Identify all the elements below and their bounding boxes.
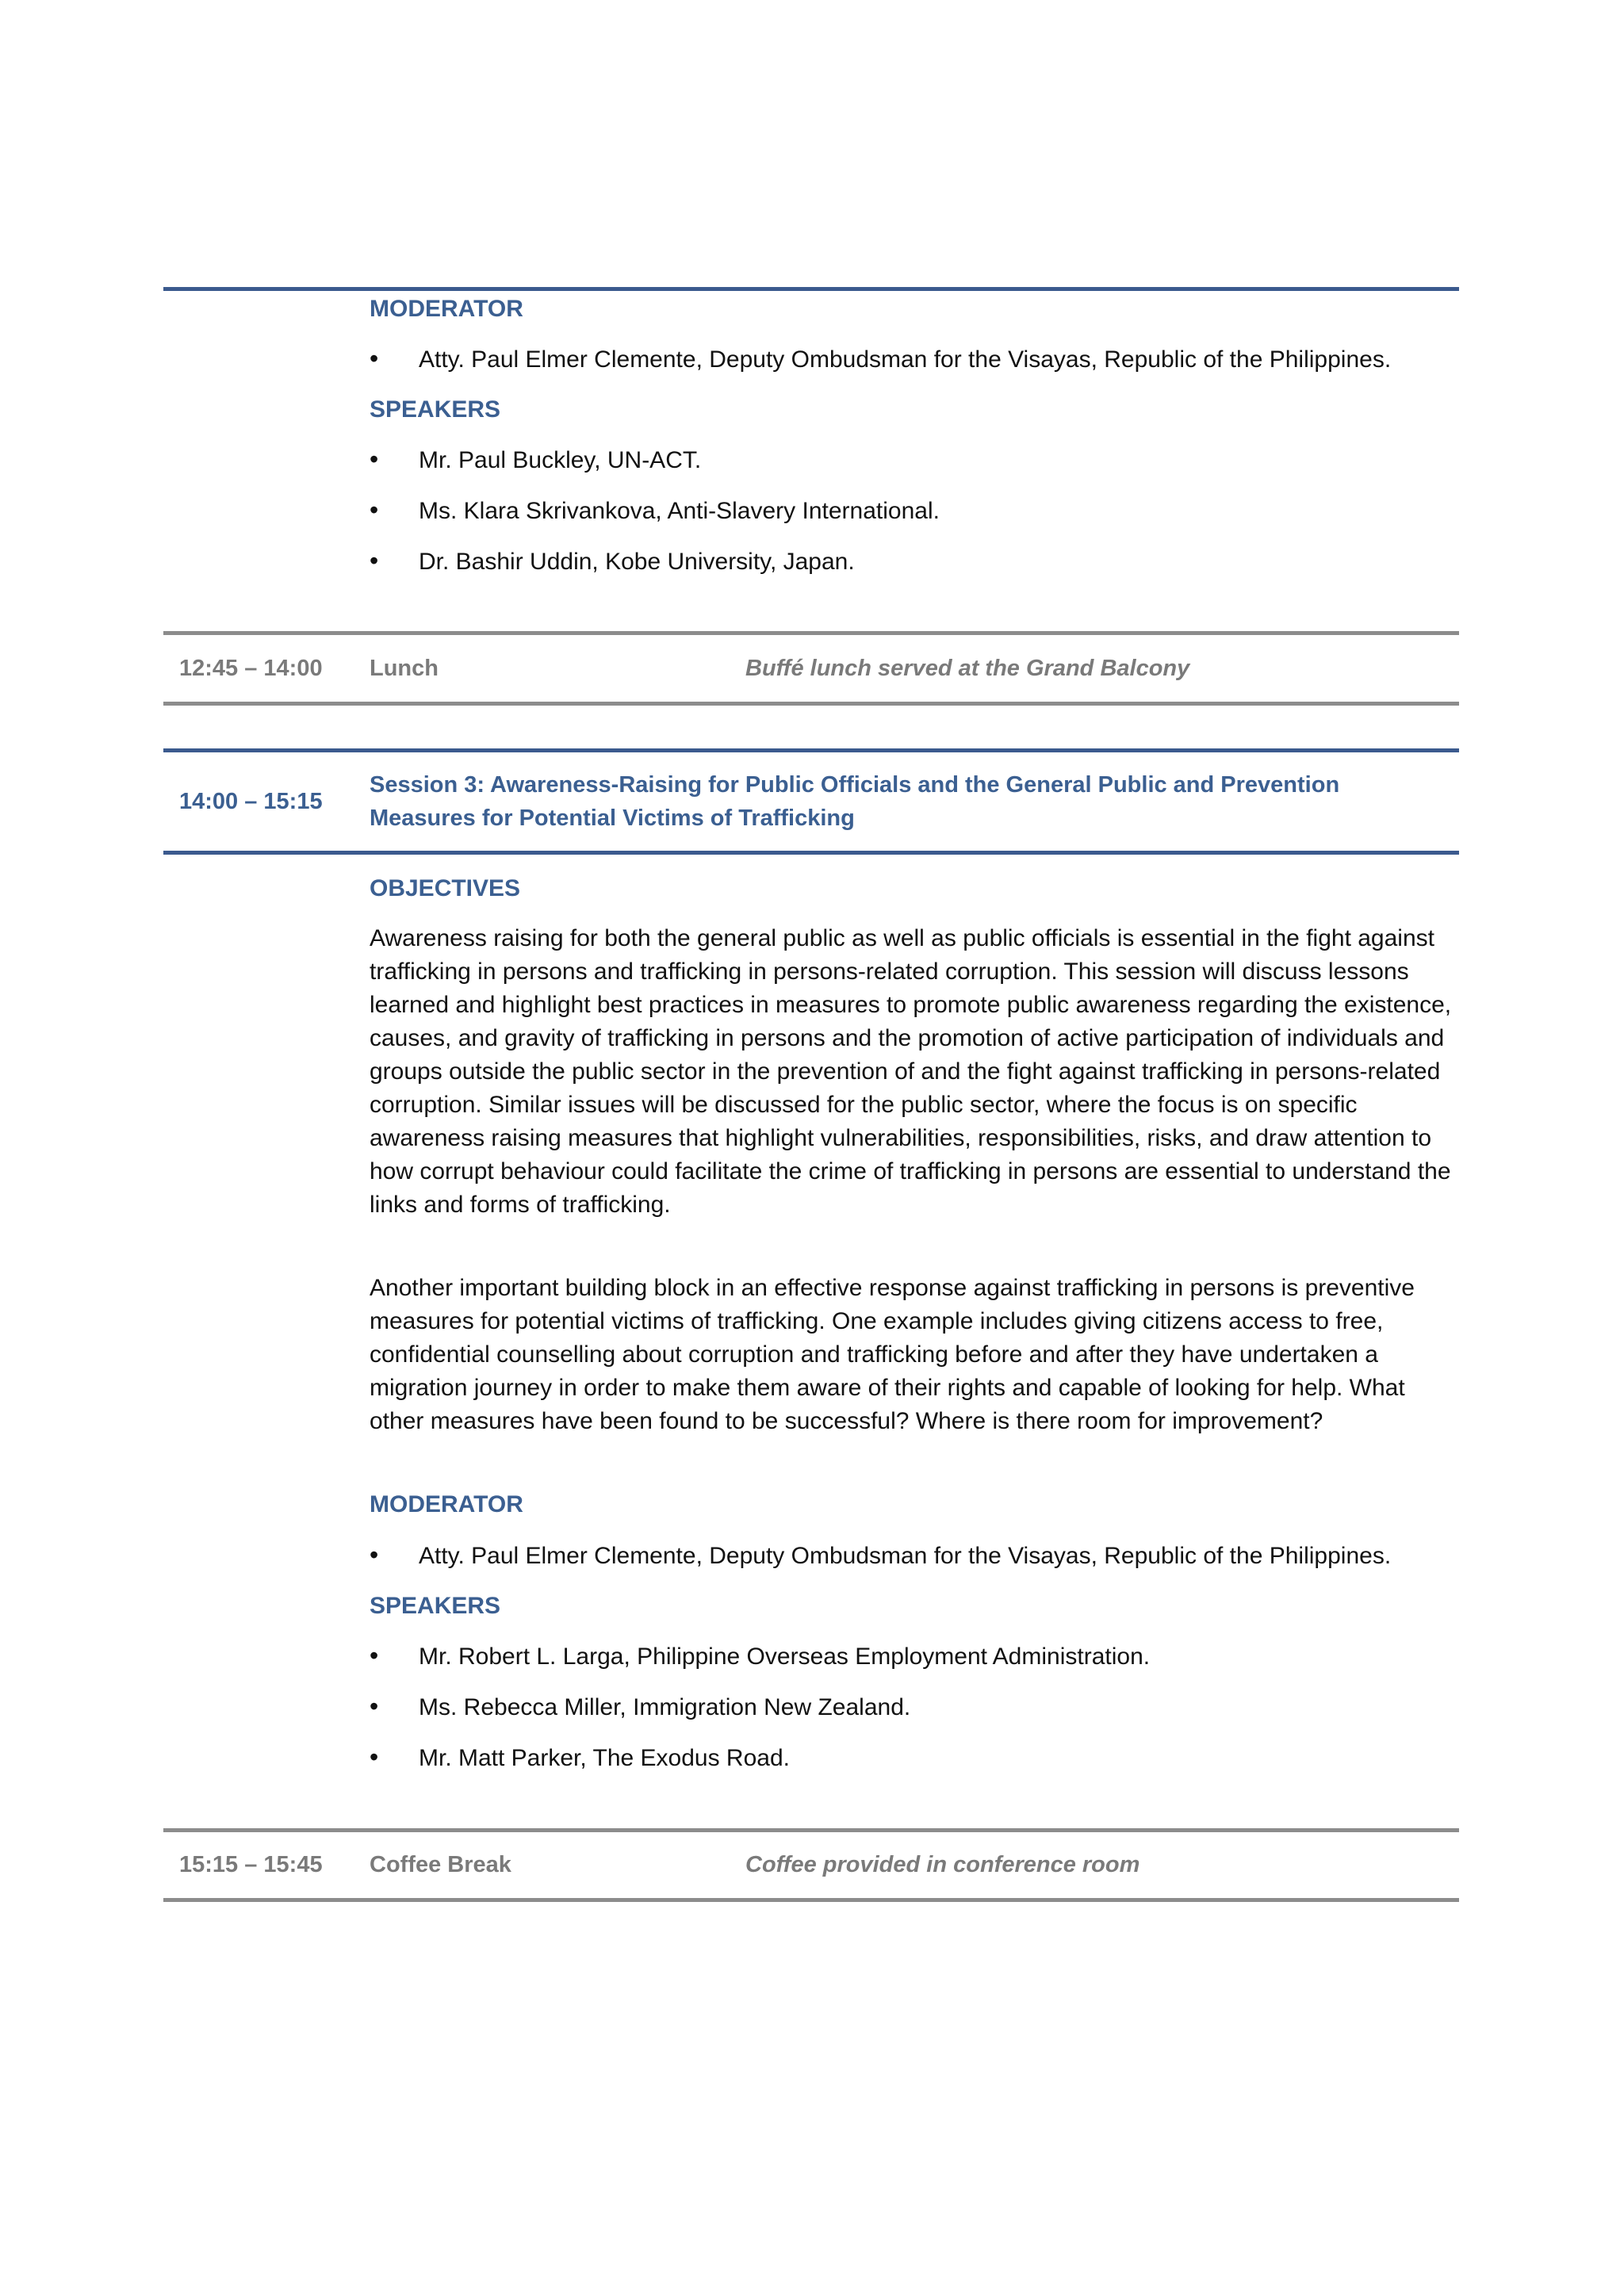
speaker-name: Mr. Paul Buckley, UN-ACT. [419,447,702,473]
coffee-time: 15:15 – 15:45 [179,1852,323,1877]
lunch-label: Lunch [370,656,439,681]
speakers-heading: SPEAKERS [370,396,501,423]
bullet-icon: • [370,1743,379,1771]
bullet-icon: • [370,496,379,524]
coffee-note: Coffee provided in conference room [745,1852,1140,1877]
lunch-bottom-rule [163,702,1459,706]
session-top-rule [163,287,1459,291]
objectives-heading: OBJECTIVES [370,875,521,901]
bullet-icon: • [370,1692,379,1720]
bullet-icon: • [370,1641,379,1670]
coffee-bottom-rule [163,1898,1459,1902]
objectives-paragraph-2: Another important building block in an effective response against trafficking in persons is preventive measures for potential victims of trafficking. One example includes giving citizens access to free, confidential counselling about corruption and trafficking before and after they have undertaken a migration journey in order to make them aware of their rights and capable of looking for help. What other measures have been found to be successful? Where is there room for improvement? [370,1275,1415,1434]
session3-bottom-rule [163,851,1459,855]
coffee-label: Coffee Break [370,1852,511,1877]
speaker-name: Mr. Robert L. Larga, Philippine Overseas Employment Administration. [419,1644,1151,1670]
speakers-heading: SPEAKERS [370,1593,501,1619]
objectives-paragraph-1: Awareness raising for both the general public as well as public officials is essential in the fight against trafficking in persons and trafficking in persons-related corruption. This session will discuss lessons learned and highlight best practices in measures to promote public awareness regarding the existence, causes, and gravity of trafficking in persons and the promotion of active participation of individuals and groups outside the public sector in the prevention of and the fight against trafficking in persons-related corruption. Similar issues will be discussed for the public sector, where the focus is on specific awareness raising measures that highlight vulnerabilities, responsibilities, risks, and draw attention to how corrupt behaviour could facilitate the crime of trafficking in persons are essential to understand the links and forms of trafficking. [370,925,1452,1218]
coffee-top-rule [163,1828,1459,1832]
speaker-name: Ms. Rebecca Miller, Immigration New Zealand. [419,1694,911,1720]
lunch-note: Buffé lunch served at the Grand Balcony [745,656,1190,681]
bullet-icon: • [370,344,379,373]
speaker-name: Ms. Klara Skrivankova, Anti-Slavery International. [419,498,940,524]
bullet-icon: • [370,546,379,575]
session3-time: 14:00 – 15:15 [179,789,323,814]
lunch-time: 12:45 – 14:00 [179,656,323,681]
session3-title: Session 3: Awareness-Raising for Public Officials and the General Public and Prevention Measures for Potential Victims of Trafficking [370,772,1340,831]
session3-top-rule [163,748,1459,752]
bullet-icon: • [370,1540,379,1569]
moderator-name: Atty. Paul Elmer Clemente, Deputy Ombudsman for the Visayas, Republic of the Philippines. [419,346,1392,373]
moderator-name: Atty. Paul Elmer Clemente, Deputy Ombudsman for the Visayas, Republic of the Philippines. [419,1543,1392,1569]
bullet-icon: • [370,445,379,473]
speaker-name: Mr. Matt Parker, The Exodus Road. [419,1745,790,1771]
moderator-heading: MODERATOR [370,296,523,322]
speaker-name: Dr. Bashir Uddin, Kobe University, Japan. [419,549,855,575]
moderator-heading: MODERATOR [370,1491,523,1517]
lunch-top-rule [163,631,1459,635]
